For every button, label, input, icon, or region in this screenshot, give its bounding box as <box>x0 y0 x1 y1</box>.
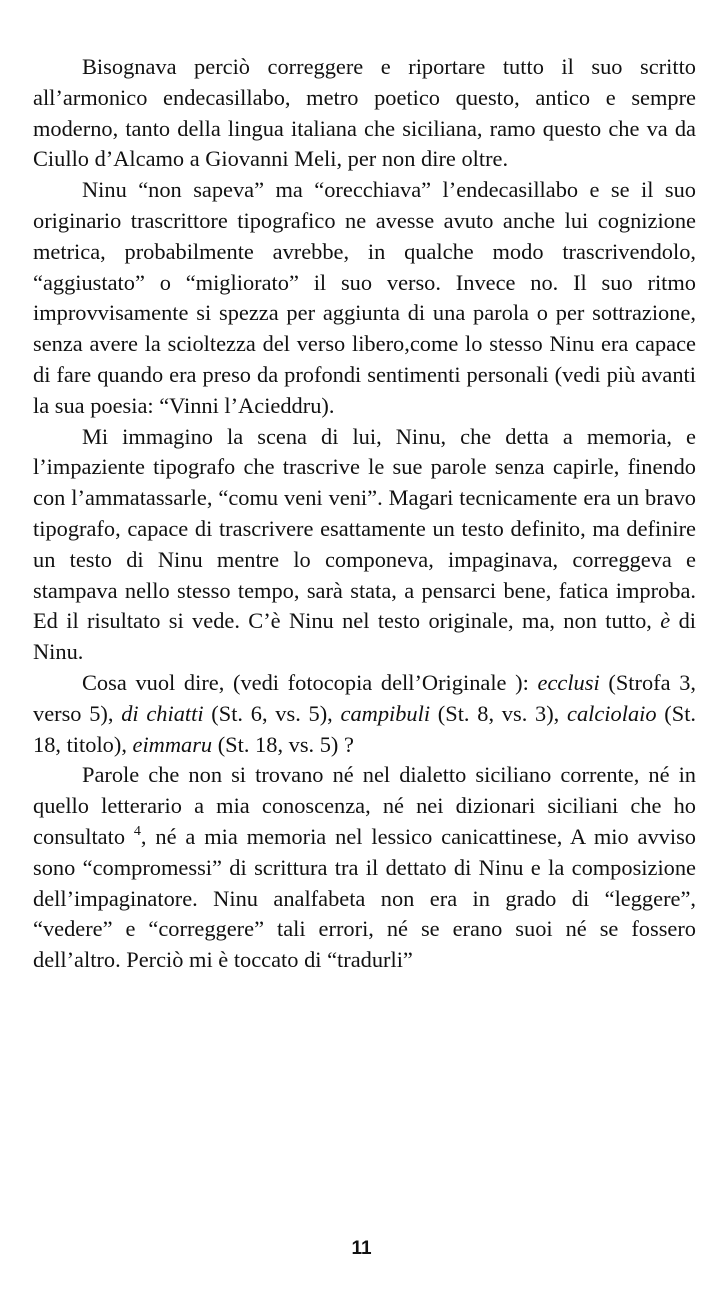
paragraph-4: Cosa vuol dire, (vedi fotocopia dell’Originale ): ecclusi (Strofa 3, verso 5), di chiatti (St. 6, vs. 5), campibuli (St. 8, vs. 3), calciolaio (St. 18, titolo), eimmaru (St. 18, vs. 5) ? <box>33 669 697 757</box>
body-text <box>33 52 696 976</box>
paragraph-5: Parole che non si trovano né nel dialetto siciliano corrente, né in quello letterario a mia conoscenza, né nei dizionari siciliani che ho consultato $^4$, né a mia memoria nel lessico canicattinese, A mio avviso sono “compromessi” di scrittura tra il dettato di Ninu e la composizione dell’impaginatore. Ninu analfabeta non era in grado di “leggere”, “vedere” e “correggere” tali errori, né se erano suoi né se fossero dell’altro. Perciò mi è toccato di “tradurli” <box>33 762 696 973</box>
page-number: 11 <box>351 1238 372 1259</box>
paragraph-2: Ninu “non sapeva” ma “orecchiava” l’endecasillabo e se il suo originario trascrittore tipografico ne avesse avuto anche lui cognizione metrica, probabilmente avrebbe, in qualche modo trascrivendolo, “aggiustato” o “migliorato” il suo verso. Invece no. Il suo ritmo improvvisamente si spezza per aggiunta di una parola o per sottrazione, senza avere la scioltezza del verso libero,come lo stesso Ninu era capace di fare quando era preso da profondi sentimenti personali (vedi più avanti la sua poesia: “Vinni l’Acieddru). <box>33 177 696 418</box>
paragraph-3: Mi immagino la scena di lui, Ninu, che detta a memoria, e l’impaziente tipografo che trascrive le sue parole senza capirle, finendo con l’ammatassarle, “comu veni veni”. Magari tecnicamente era un bravo tipografo, capace di trascrivere esattamente un testo definito, ma definire un testo di Ninu mentre lo componeva, impaginava, correggeva e stampava nello stesso tempo, sarà stata, a pensarci bene, fatica improba. Ed il risultato si vede. C’è Ninu nel testo originale, ma, non tutto, è di Ninu. <box>33 423 696 665</box>
paragraph-1: Bisognava perciò correggere e riportare tutto il suo scritto all’armonico endecasillabo, metro poetico questo, antico e sempre moderno, tanto della lingua italiana che siciliana, ramo questo che va da Ciullo d’Alcamo a Giovanni Meli, per non dire oltre. <box>33 54 696 172</box>
